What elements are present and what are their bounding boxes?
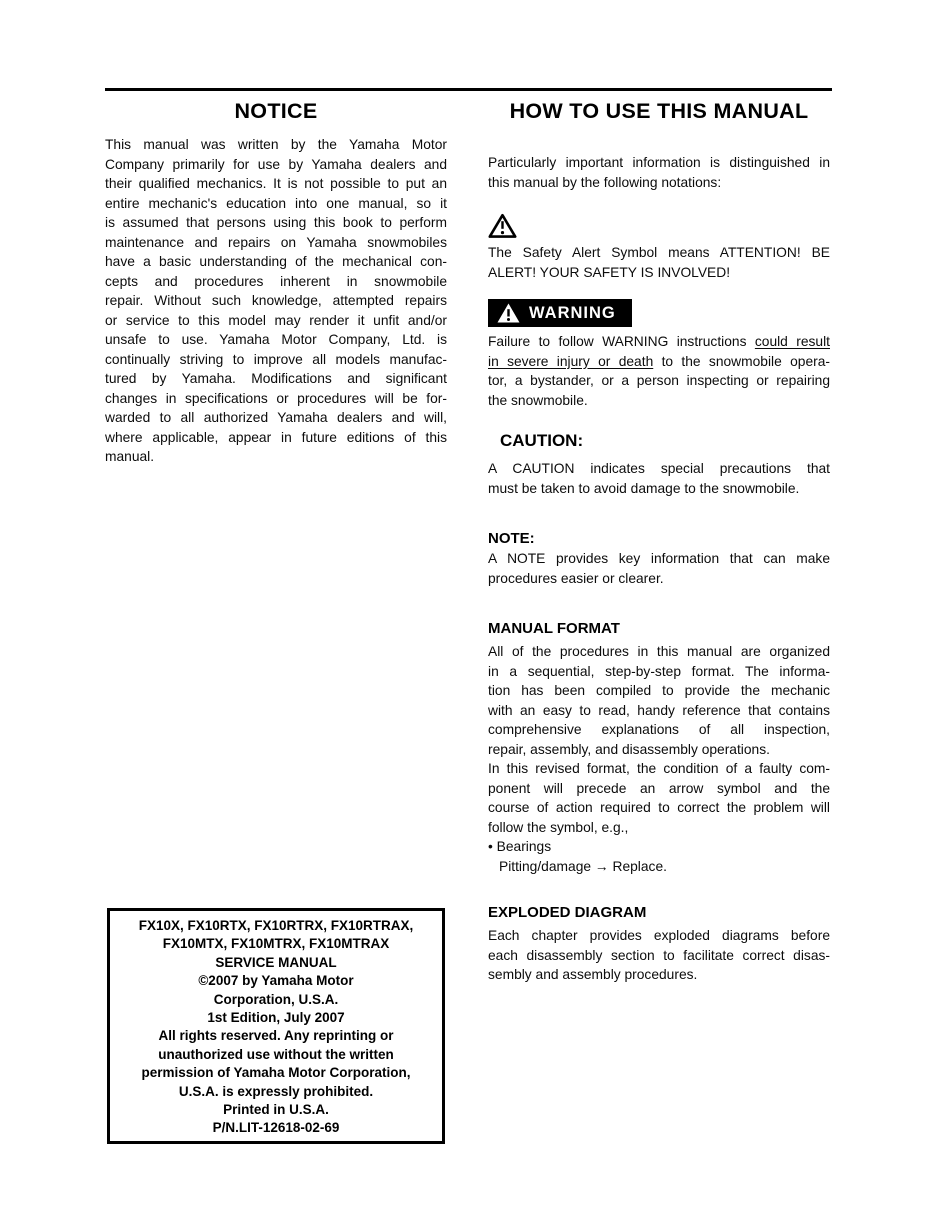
safety-alert-triangle-icon xyxy=(488,226,517,243)
notations-intro: Particularly important information is distinguished in this manual by the following notations: xyxy=(488,155,830,190)
safety-alert-row xyxy=(488,213,830,239)
exploded-diagram-body: Each chapter provides exploded diagrams before each disassembly section to facilitate correct disas- sembly and assembly procedures. xyxy=(488,928,830,982)
warning-triangle-icon xyxy=(497,303,520,323)
caution-heading: CAUTION: xyxy=(500,431,584,450)
manual-format-heading: MANUAL FORMAT xyxy=(488,620,620,637)
manual-format-body: All of the procedures in this manual are organized in a sequential, step-by-step format. The informa- tion has been compiled to provide the mechanic with an easy to read, handy reference that contains comprehensive explanations of all inspection, repair, assembly, and disassembly operations. In this revised format, the condition of a faulty com- ponent will precede an arrow symbol and the course of action required to correct the problem will follow the symbol, e.g., xyxy=(488,644,830,835)
warning-body: Failure to follow WARNING instructions could result in severe injury or death to the snowmobile opera- tor, a bystander, or a person inspecting or repairing the snowmobile. xyxy=(488,334,830,408)
safety-alert-text: The Safety Alert Symbol means ATTENTION! BE ALERT! YOUR SAFETY IS INVOLVED! xyxy=(488,245,830,280)
header-rule xyxy=(105,88,832,91)
how-to-use-section xyxy=(488,98,830,985)
service-manual-box: FX10X, FX10RTX, FX10RTRX, FX10RTRAX, FX10MTX, FX10MTRX, FX10MTRAX SERVICE MANUAL ©2007 by Yamaha Motor Corporation, U.S.A. 1st Edition, July 2007 All rights reserved. Any reprinting or unauthorized use without the written permission of Yamaha Motor Corporation, U.S.A. is expressly prohibited. Printed in U.S.A. P/N.LIT-12618-02-69 xyxy=(107,908,445,1144)
how-to-use-title: HOW TO USE THIS MANUAL xyxy=(509,99,809,123)
notice-section xyxy=(105,98,447,467)
warning-label: WARNING xyxy=(529,303,616,322)
notice-body: This manual was written by the Yamaha Motor Company primarily for use by Yamaha dealers and their qualified mechanics. It is not possible to put an entire mechanic's education into one manual, so it is assumed that persons using this book to perform maintenance and repairs on Yamaha snowmobiles have a basic understanding of the mechanical con- cepts and procedures inherent in snowmobile repair. Without such knowledge, attempted repairs or service to this model may render it unfit and/or unsafe to use. Yamaha Motor Company, Ltd. is continually striving to improve all models manufac- tured by Yamaha. Modifications and significant changes in specifications or procedures will be for- warded to all authorized Yamaha dealers and will, where applicable, appear in future editions of this manual. xyxy=(105,137,447,464)
caution-body: A CAUTION indicates special precautions that must be taken to avoid damage to the snowmobile. xyxy=(488,461,830,496)
example-list: • Bearings Pitting/damage → Replace. xyxy=(488,839,667,874)
note-heading: NOTE: xyxy=(488,530,535,547)
exploded-diagram-heading: EXPLODED DIAGRAM xyxy=(488,904,647,921)
warning-badge xyxy=(488,299,632,327)
note-body: A NOTE provides key information that can make procedures easier or clearer. xyxy=(488,551,830,586)
notice-title: NOTICE xyxy=(234,99,318,123)
